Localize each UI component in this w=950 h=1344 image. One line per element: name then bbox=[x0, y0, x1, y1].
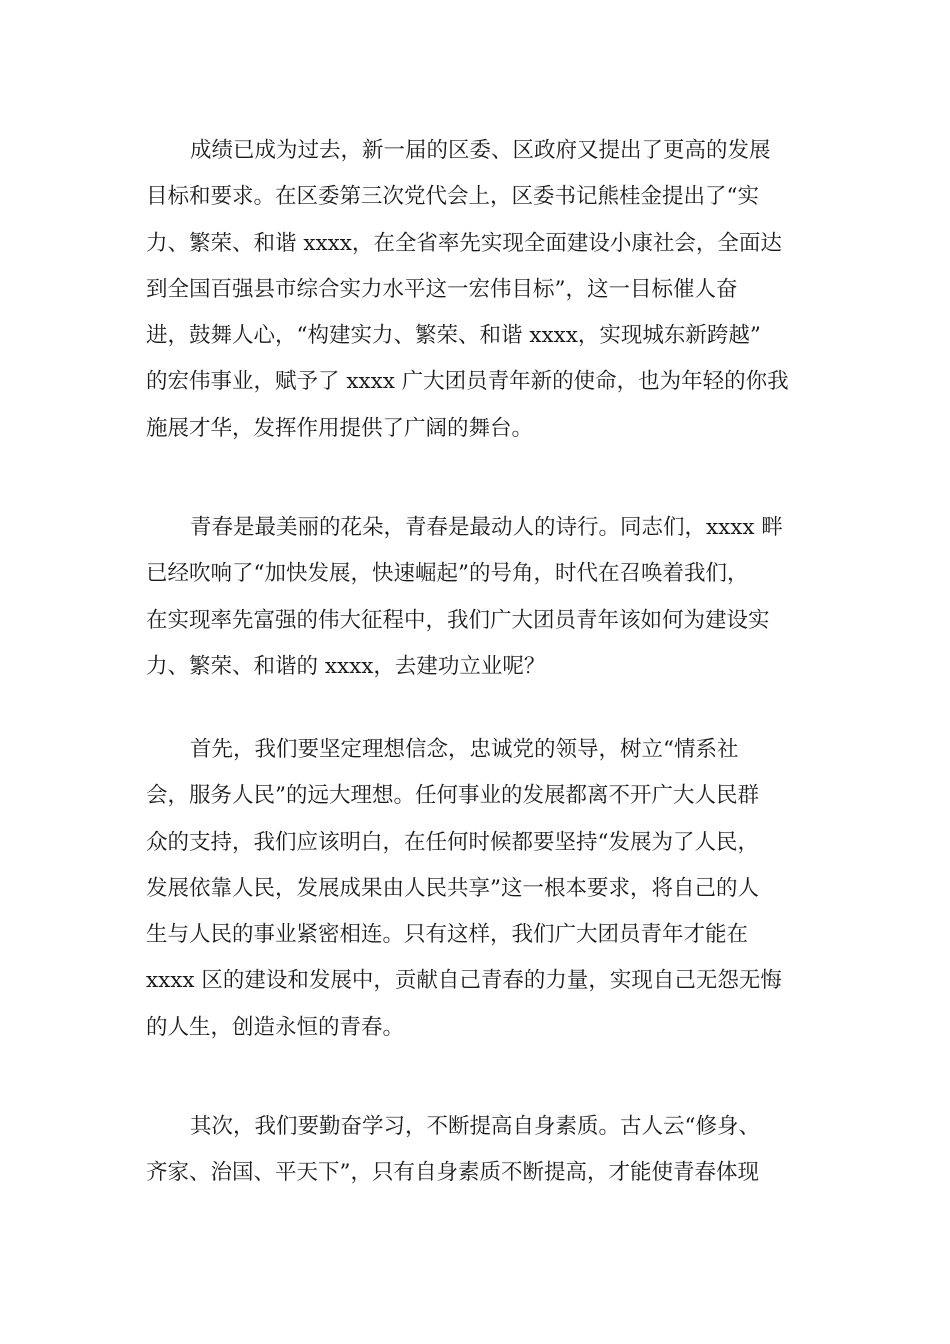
text-line: 已经吹响了“加快发展，快速崛起”的号角，时代在召唤着我们， bbox=[146, 561, 749, 587]
text-line: 在实现率先富强的伟大征程中，我们广大团员青年该如何为建设实 bbox=[146, 607, 770, 633]
paragraph-youth bbox=[146, 505, 806, 690]
paragraph-achievements bbox=[146, 128, 806, 452]
text-line: 力、繁荣、和谐 xxxx，在全省率先实现全面建设小康社会，全面达 bbox=[146, 230, 782, 256]
paragraph-second-point bbox=[146, 1104, 806, 1197]
paragraph-first-point bbox=[146, 727, 806, 1051]
text-line: 到全国百强县市综合实力水平这一宏伟目标”，这一目标催人奋 bbox=[146, 276, 738, 302]
text-line: 的宏伟事业，赋予了 xxxx 广大团员青年新的使命，也为年轻的你我 bbox=[146, 369, 789, 395]
text-line: 其次，我们要勤奋学习，不断提高自身素质。古人云“修身、 bbox=[190, 1114, 760, 1139]
text-line: 力、繁荣、和谐的 xxxx，去建功立业呢？ bbox=[146, 653, 546, 679]
text-line: 生与人民的事业紧密相连。只有这样，我们广大团员青年才能在 bbox=[146, 922, 749, 948]
text-line: 青春是最美丽的花朵，青春是最动人的诗行。同志们，xxxx 畔 bbox=[190, 515, 783, 540]
text-line: 会，服务人民”的远大理想。任何事业的发展都离不开广大人民群 bbox=[146, 783, 759, 809]
text-line: 发展依靠人民，发展成果由人民共享”这一根本要求，将自己的人 bbox=[146, 875, 759, 901]
text-line: 众的支持，我们应该明白，在任何时候都要坚持“发展为了人民， bbox=[146, 829, 759, 855]
text-line: xxxx 区的建设和发展中，贡献自己青春的力量，实现自己无怨无悔 bbox=[146, 968, 782, 994]
text-line: 目标和要求。在区委第三次党代会上，区委书记熊桂金提出了“实 bbox=[146, 184, 759, 210]
text-line: 齐家、治国、平天下”，只有自身素质不断提高，才能使青春体现 bbox=[146, 1160, 759, 1186]
text-line: 成绩已成为过去，新一届的区委、区政府又提出了更高的发展 bbox=[190, 138, 771, 163]
text-line: 的人生，创造永恒的青春。 bbox=[146, 1014, 405, 1040]
text-line: 进，鼓舞人心，“构建实力、繁荣、和谐 xxxx，实现城东新跨越” bbox=[146, 323, 761, 349]
text-line: 首先，我们要坚定理想信念，忠诚党的领导，树立“情系社 bbox=[190, 737, 739, 762]
text-line: 施展才华，发挥作用提供了广阔的舞台。 bbox=[146, 415, 534, 441]
